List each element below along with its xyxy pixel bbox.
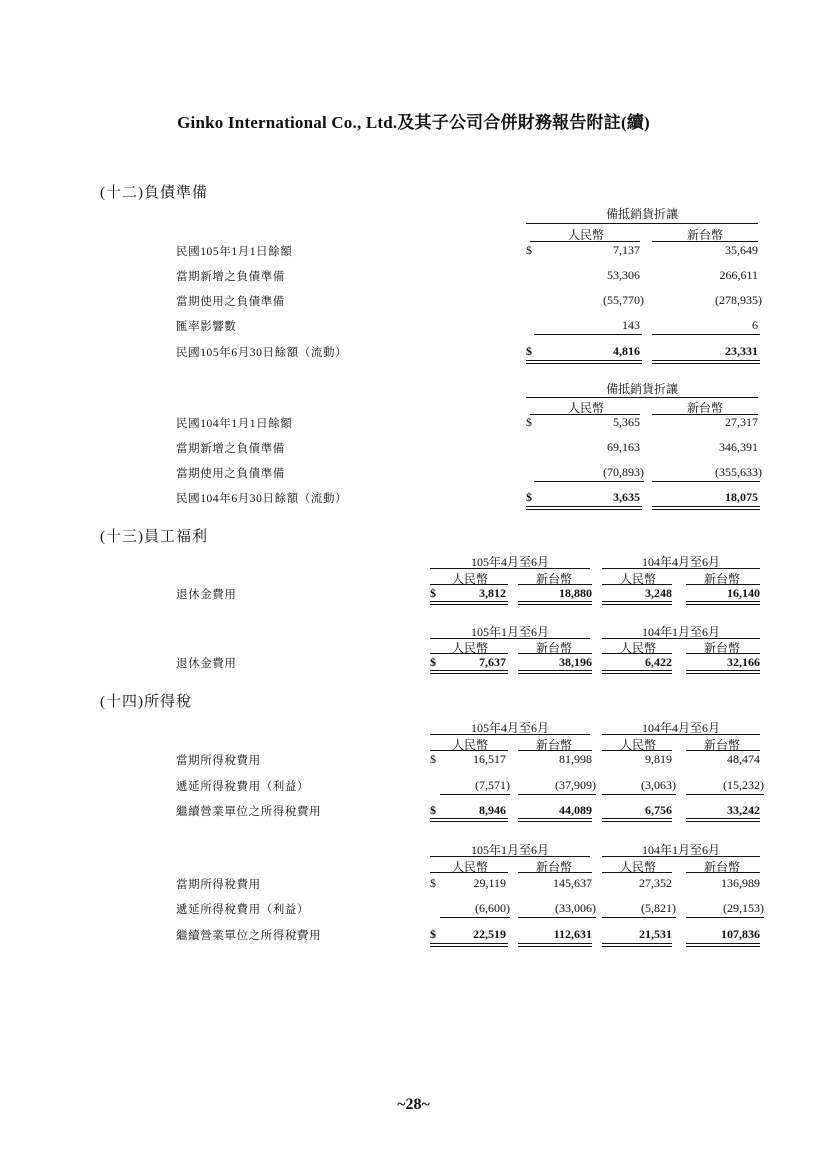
currency-symbol: $ [526,243,532,257]
section-heading-tax: (十四)所得稅 [100,694,192,710]
subtotal-rule [518,794,596,795]
currency-symbol: $ [430,927,436,941]
value-cell: (33,006) [555,901,596,915]
page-number: ~28~ [397,1096,430,1113]
column-header-twd: 新台幣 [686,228,723,242]
header-rule [518,872,592,873]
total-double-rule [518,670,592,674]
value-cell: (70,893) [603,465,644,479]
subtotal-rule [534,334,642,335]
column-group-header: 備抵銷貨折讓 [605,207,678,221]
subtotal-rule [534,481,644,482]
total-double-rule [518,818,592,822]
value-cell: 145,637 [553,876,592,890]
total-double-rule [652,360,760,364]
value-cell: 69,163 [607,440,640,454]
header-rule [430,750,508,751]
value-cell: 29,119 [473,876,506,890]
currency-symbol: $ [526,344,532,358]
total-cell: 23,331 [725,344,758,358]
value-cell: 346,391 [719,440,758,454]
value-cell: 266,611 [719,268,758,282]
page-title: Ginko International Co., Ltd.及其子公司合併財務報告附註(續) [177,113,650,132]
section-heading-provisions: (十二)負債準備 [100,185,208,201]
value-cell: (5,821) [641,901,676,915]
total-double-rule [430,670,508,674]
total-cell: 18,880 [559,586,592,600]
header-rule [602,856,760,857]
subtotal-rule [440,794,510,795]
column-header-twd: 新台幣 [535,738,572,752]
header-rule [518,584,592,585]
total-double-rule [602,670,672,674]
value-cell: (355,633) [715,465,762,479]
total-cell: 3,812 [479,586,506,600]
subtotal-rule [602,917,676,918]
column-header-rmb: 人民幣 [619,572,656,586]
period-header: 105年1月至6月 [470,625,549,639]
value-cell: 7,137 [613,243,640,257]
total-double-rule [526,360,642,364]
value-cell: (55,770) [603,293,644,307]
header-rule [602,872,672,873]
value-cell: 48,474 [727,752,760,766]
total-double-rule [652,506,760,510]
total-cell: 6,756 [645,803,672,817]
total-cell: 3,635 [613,490,640,504]
column-header-rmb: 人民幣 [567,228,604,242]
header-rule [430,584,508,585]
row-label: 當期所得稅費用 [176,879,261,891]
period-header: 104年4月至6月 [641,721,720,735]
total-double-rule [430,943,508,947]
header-rule [602,734,760,735]
period-header: 104年4月至6月 [641,555,720,569]
total-cell: 38,196 [559,655,592,669]
currency-symbol: $ [430,752,436,766]
row-label: 退休金費用 [176,658,237,670]
header-rule [602,653,672,654]
header-rule [430,734,590,735]
subtotal-rule [652,481,760,482]
header-rule [518,653,592,654]
value-cell: (15,232) [723,778,764,792]
value-cell: 35,649 [725,243,758,257]
value-cell: 143 [622,318,640,332]
total-cell: 4,816 [613,344,640,358]
currency-symbol: $ [430,655,436,669]
row-label: 民國105年1月1日餘額 [176,246,293,258]
value-cell: 6 [752,318,758,332]
column-header-rmb: 人民幣 [619,860,656,874]
value-cell: 5,365 [613,415,640,429]
column-header-twd: 新台幣 [535,572,572,586]
column-group-header: 備抵銷貨折讓 [605,382,678,396]
column-header-twd: 新台幣 [535,860,572,874]
total-double-rule [518,601,592,605]
total-cell: 21,531 [639,927,672,941]
currency-symbol: $ [526,490,532,504]
total-double-rule [602,601,672,605]
value-cell: 81,998 [559,752,592,766]
total-double-rule [686,943,760,947]
header-rule [430,856,590,857]
value-cell: (6,600) [475,901,510,915]
header-rule [652,241,758,242]
currency-symbol: $ [430,876,436,890]
total-double-rule [686,670,760,674]
total-double-rule [602,818,672,822]
column-header-twd: 新台幣 [703,738,740,752]
column-header-rmb: 人民幣 [451,860,488,874]
period-header: 105年1月至6月 [470,843,549,857]
header-rule [430,872,508,873]
period-header: 105年4月至6月 [470,555,549,569]
row-label: 繼續營業單位之所得稅費用 [176,806,322,818]
total-cell: 3,248 [645,586,672,600]
column-header-twd: 新台幣 [703,572,740,586]
column-header-twd: 新台幣 [703,860,740,874]
total-cell: 16,140 [727,586,760,600]
subtotal-rule [686,917,764,918]
total-cell: 18,075 [725,490,758,504]
header-rule [686,872,760,873]
row-label: 當期新增之負債準備 [176,443,285,455]
subtotal-rule [440,917,510,918]
period-header: 104年1月至6月 [641,625,720,639]
row-label: 繼續營業單位之所得稅費用 [176,930,322,942]
value-cell: (7,571) [475,778,510,792]
subtotal-rule [518,917,596,918]
value-cell: 27,317 [725,415,758,429]
value-cell: 16,517 [473,752,506,766]
total-double-rule [430,818,508,822]
column-header-rmb: 人民幣 [619,641,656,655]
header-rule [526,223,758,224]
value-cell: 27,352 [639,876,672,890]
value-cell: 53,306 [607,268,640,282]
total-cell: 8,946 [479,803,506,817]
column-header-rmb: 人民幣 [619,738,656,752]
total-cell: 32,166 [727,655,760,669]
header-rule [686,750,760,751]
value-cell: (29,153) [723,901,764,915]
header-rule [602,750,672,751]
currency-symbol: $ [430,586,436,600]
value-cell: 136,989 [721,876,760,890]
currency-symbol: $ [526,415,532,429]
row-label: 民國105年6月30日餘額（流動） [176,347,348,359]
column-header-rmb: 人民幣 [451,641,488,655]
period-header: 104年1月至6月 [641,843,720,857]
header-rule [430,653,508,654]
value-cell: 9,819 [645,752,672,766]
total-cell: 44,089 [559,803,592,817]
value-cell: (3,063) [641,778,676,792]
total-cell: 7,637 [479,655,506,669]
total-cell: 112,631 [553,927,592,941]
row-label: 當期使用之負債準備 [176,468,285,480]
column-header-rmb: 人民幣 [451,572,488,586]
row-label: 退休金費用 [176,589,237,601]
value-cell: (278,935) [715,293,762,307]
header-rule [530,241,640,242]
header-rule [602,584,672,585]
row-label: 當期所得稅費用 [176,755,261,767]
column-header-twd: 新台幣 [535,641,572,655]
subtotal-rule [652,334,760,335]
total-double-rule [526,506,642,510]
total-cell: 107,836 [721,927,760,941]
row-label: 當期使用之負債準備 [176,296,285,308]
row-label: 當期新增之負債準備 [176,271,285,283]
header-rule [602,568,760,569]
row-label: 遞延所得稅費用（利益） [176,904,310,916]
row-label: 民國104年1月1日餘額 [176,418,293,430]
row-label: 民國104年6月30日餘額（流動） [176,493,348,505]
value-cell: (37,909) [555,778,596,792]
subtotal-rule [602,794,676,795]
total-double-rule [686,818,760,822]
header-rule [686,653,760,654]
header-rule [526,397,758,398]
subtotal-rule [686,794,764,795]
total-cell: 33,242 [727,803,760,817]
column-header-rmb: 人民幣 [567,401,604,415]
row-label: 匯率影響數 [176,321,237,333]
total-cell: 22,519 [473,927,506,941]
total-double-rule [602,943,672,947]
header-rule [518,750,592,751]
total-double-rule [686,601,760,605]
section-heading-benefits: (十三)員工福利 [100,529,208,545]
column-header-rmb: 人民幣 [451,738,488,752]
total-cell: 6,422 [645,655,672,669]
total-double-rule [430,601,508,605]
header-rule [686,584,760,585]
header-rule [430,568,590,569]
currency-symbol: $ [430,803,436,817]
period-header: 105年4月至6月 [470,721,549,735]
row-label: 遞延所得稅費用（利益） [176,781,310,793]
total-double-rule [518,943,592,947]
column-header-twd: 新台幣 [703,641,740,655]
column-header-twd: 新台幣 [686,401,723,415]
